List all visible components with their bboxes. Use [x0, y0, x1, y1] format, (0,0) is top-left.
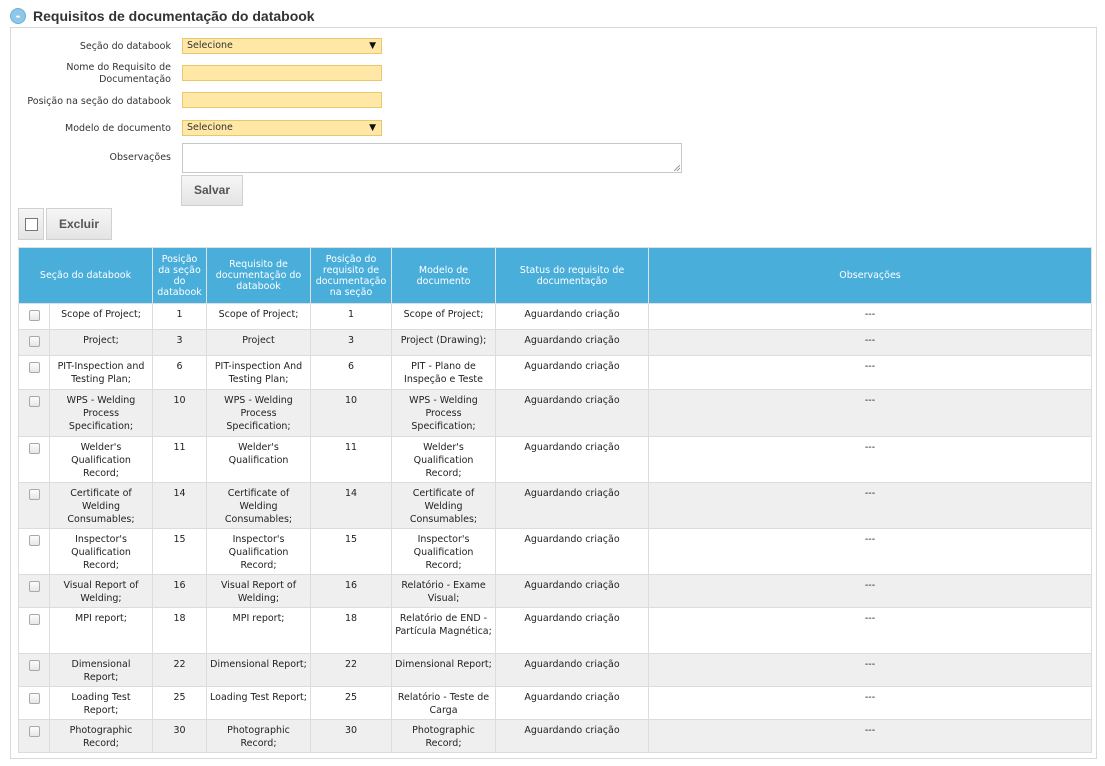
row-checkbox[interactable] [29, 489, 40, 500]
cell-posicao-secao: 16 [153, 575, 207, 608]
cell-posicao-secao: 15 [153, 529, 207, 575]
cell-secao: Welder's Qualification Record; [50, 437, 153, 483]
cell-observacoes: --- [649, 687, 1092, 720]
cell-modelo: Inspector's Qualification Record; [392, 529, 496, 575]
select-all-checkbox[interactable] [25, 218, 38, 231]
col-header-secao[interactable]: Seção do databook [19, 248, 153, 304]
cell-posicao-requisito: 16 [311, 575, 392, 608]
cell-posicao-requisito: 14 [311, 483, 392, 529]
cell-requisito: Loading Test Report; [207, 687, 311, 720]
cell-observacoes: --- [649, 390, 1092, 437]
posicao-label: Posição na seção do databook [27, 96, 171, 107]
row-checkbox[interactable] [29, 396, 40, 407]
cell-status: Aguardando criação [496, 608, 649, 654]
cell-modelo: Dimensional Report; [392, 654, 496, 687]
col-header-modelo[interactable]: Modelo de documento [392, 248, 496, 304]
cell-posicao-requisito: 6 [311, 356, 392, 390]
cell-observacoes: --- [649, 575, 1092, 608]
cell-modelo: Relatório - Exame Visual; [392, 575, 496, 608]
row-checkbox[interactable] [29, 443, 40, 454]
cell-status: Aguardando criação [496, 356, 649, 390]
cell-posicao-requisito: 3 [311, 330, 392, 356]
row-checkbox-cell [19, 330, 50, 356]
save-button[interactable]: Salvar [181, 175, 243, 206]
col-header-requisito[interactable]: Requisito de documentação do databook [207, 248, 311, 304]
cell-posicao-secao: 25 [153, 687, 207, 720]
table-row[interactable] [19, 687, 1092, 720]
cell-secao: PIT-Inspection and Testing Plan; [50, 356, 153, 390]
cell-status: Aguardando criação [496, 529, 649, 575]
cell-posicao-secao: 14 [153, 483, 207, 529]
cell-status: Aguardando criação [496, 390, 649, 437]
cell-secao: Scope of Project; [50, 304, 153, 330]
obs-textarea[interactable] [182, 143, 682, 173]
cell-observacoes: --- [649, 608, 1092, 654]
table-row[interactable] [19, 654, 1092, 687]
cell-posicao-requisito: 22 [311, 654, 392, 687]
cell-status: Aguardando criação [496, 437, 649, 483]
row-checkbox-cell [19, 483, 50, 529]
cell-posicao-secao: 6 [153, 356, 207, 390]
row-checkbox[interactable] [29, 614, 40, 625]
table-row[interactable] [19, 720, 1092, 753]
cell-status: Aguardando criação [496, 575, 649, 608]
row-checkbox[interactable] [29, 726, 40, 737]
col-header-status[interactable]: Status do requisito de documentação [496, 248, 649, 304]
row-checkbox-cell [19, 529, 50, 575]
cell-secao: Dimensional Report; [50, 654, 153, 687]
row-checkbox-cell [19, 608, 50, 654]
col-header-posicao-requisito[interactable]: Posição do requisito de documentação na seção [311, 248, 392, 304]
nome-label: Nome do Requisito de Documentação [66, 62, 171, 85]
row-checkbox[interactable] [29, 362, 40, 373]
table-row[interactable] [19, 529, 1092, 575]
row-checkbox-cell [19, 356, 50, 390]
cell-secao: Loading Test Report; [50, 687, 153, 720]
cell-posicao-requisito: 18 [311, 608, 392, 654]
cell-posicao-requisito: 25 [311, 687, 392, 720]
cell-status: Aguardando criação [496, 720, 649, 753]
cell-requisito: Photographic Record; [207, 720, 311, 753]
cell-observacoes: --- [649, 437, 1092, 483]
cell-secao: WPS - Welding Process Specification; [50, 390, 153, 437]
row-checkbox[interactable] [29, 660, 40, 671]
cell-posicao-secao: 3 [153, 330, 207, 356]
table-row[interactable] [19, 437, 1092, 483]
dropdown-arrow-icon: ▼ [369, 123, 376, 133]
cell-observacoes: --- [649, 356, 1092, 390]
cell-modelo: Relatório de END - Partícula Magnética; [392, 608, 496, 654]
cell-status: Aguardando criação [496, 330, 649, 356]
cell-posicao-secao: 10 [153, 390, 207, 437]
cell-requisito: Certificate of Welding Consumables; [207, 483, 311, 529]
table-row[interactable] [19, 304, 1092, 330]
cell-requisito: WPS - Welding Process Specification; [207, 390, 311, 437]
resize-grip-icon[interactable] [674, 165, 680, 171]
cell-modelo: Relatório - Teste de Carga [392, 687, 496, 720]
table-header-row [19, 248, 1092, 304]
cell-requisito: Project [207, 330, 311, 356]
cell-secao: Project; [50, 330, 153, 356]
modelo-label: Modelo de documento [65, 123, 171, 134]
row-checkbox[interactable] [29, 693, 40, 704]
cell-requisito: Dimensional Report; [207, 654, 311, 687]
cell-secao: MPI report; [50, 608, 153, 654]
cell-posicao-secao: 30 [153, 720, 207, 753]
cell-secao: Inspector's Qualification Record; [50, 529, 153, 575]
cell-posicao-secao: 18 [153, 608, 207, 654]
row-checkbox[interactable] [29, 310, 40, 321]
row-checkbox[interactable] [29, 535, 40, 546]
table-row[interactable] [19, 330, 1092, 356]
dropdown-arrow-icon: ▼ [369, 41, 376, 51]
cell-posicao-secao: 1 [153, 304, 207, 330]
row-checkbox[interactable] [29, 581, 40, 592]
row-checkbox-cell [19, 437, 50, 483]
cell-posicao-requisito: 15 [311, 529, 392, 575]
cell-requisito: MPI report; [207, 608, 311, 654]
cell-requisito: Inspector's Qualification Record; [207, 529, 311, 575]
row-checkbox-cell [19, 654, 50, 687]
cell-observacoes: --- [649, 483, 1092, 529]
cell-secao: Certificate of Welding Consumables; [50, 483, 153, 529]
cell-observacoes: --- [649, 330, 1092, 356]
cell-posicao-requisito: 11 [311, 437, 392, 483]
cell-secao: Visual Report of Welding; [50, 575, 153, 608]
col-header-observacoes[interactable]: Observações [649, 248, 1092, 304]
modelo-select-value: Selecione [187, 122, 233, 133]
cell-modelo: WPS - Welding Process Specification; [392, 390, 496, 437]
col-header-posicao-secao[interactable]: Posição da seção do databook [153, 248, 207, 304]
row-checkbox-cell [19, 687, 50, 720]
cell-status: Aguardando criação [496, 483, 649, 529]
secao-label: Seção do databook [79, 41, 171, 52]
table-row[interactable] [19, 575, 1092, 608]
row-checkbox-cell [19, 720, 50, 753]
cell-status: Aguardando criação [496, 687, 649, 720]
section-header [10, 6, 315, 26]
cell-status: Aguardando criação [496, 654, 649, 687]
cell-modelo: Certificate of Welding Consumables; [392, 483, 496, 529]
row-checkbox-cell [19, 304, 50, 330]
delete-button[interactable]: Excluir [46, 208, 112, 240]
cell-modelo: PIT - Plano de Inspeção e Teste [392, 356, 496, 390]
modelo-select[interactable] [182, 120, 382, 136]
collapse-icon[interactable]: - [10, 8, 26, 24]
secao-select[interactable] [182, 38, 382, 54]
requirements-table [18, 247, 1092, 753]
nome-input[interactable] [182, 65, 382, 81]
cell-requisito: Scope of Project; [207, 304, 311, 330]
cell-observacoes: --- [649, 654, 1092, 687]
cell-posicao-requisito: 30 [311, 720, 392, 753]
row-checkbox[interactable] [29, 336, 40, 347]
cell-requisito: Welder's Qualification [207, 437, 311, 483]
cell-posicao-requisito: 10 [311, 390, 392, 437]
cell-posicao-secao: 22 [153, 654, 207, 687]
cell-requisito: Visual Report of Welding; [207, 575, 311, 608]
select-all-button[interactable] [18, 208, 44, 240]
secao-select-value: Selecione [187, 40, 233, 51]
cell-modelo: Project (Drawing); [392, 330, 496, 356]
cell-status: Aguardando criação [496, 304, 649, 330]
table-row[interactable] [19, 608, 1092, 654]
row-checkbox-cell [19, 575, 50, 608]
page-title: Requisitos de documentação do databook [33, 8, 315, 24]
cell-modelo: Scope of Project; [392, 304, 496, 330]
table-row[interactable] [19, 483, 1092, 529]
posicao-input[interactable] [182, 92, 382, 108]
table-row[interactable] [19, 356, 1092, 390]
cell-observacoes: --- [649, 304, 1092, 330]
cell-observacoes: --- [649, 720, 1092, 753]
row-checkbox-cell [19, 390, 50, 437]
cell-requisito: PIT-inspection And Testing Plan; [207, 356, 311, 390]
cell-observacoes: --- [649, 529, 1092, 575]
cell-posicao-secao: 11 [153, 437, 207, 483]
table-row[interactable] [19, 390, 1092, 437]
obs-label: Observações [109, 152, 171, 163]
cell-secao: Photographic Record; [50, 720, 153, 753]
cell-modelo: Photographic Record; [392, 720, 496, 753]
cell-modelo: Welder's Qualification Record; [392, 437, 496, 483]
cell-posicao-requisito: 1 [311, 304, 392, 330]
